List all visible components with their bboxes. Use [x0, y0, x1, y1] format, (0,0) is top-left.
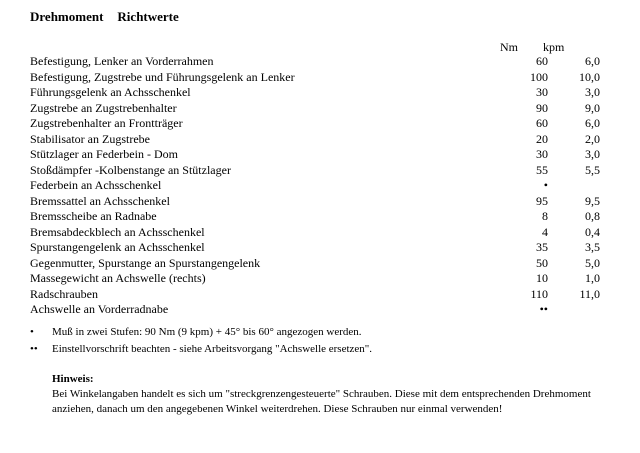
row-label: Stützlager an Federbein - Dom: [30, 147, 178, 161]
hint-text: Bei Winkelangaben handelt es sich um "streckgrenzengesteuerte" Schrauben. Diese mit dem entsprechenden Drehmoment anziehen, danach um den angegebenen Winkel weiterdrehen. Diese Schrauben nur einmal verwenden!: [52, 388, 591, 415]
row-label: Bremsscheibe an Radnabe: [30, 209, 157, 223]
row-value-nm: 50: [536, 255, 548, 270]
table-row: [30, 162, 600, 178]
row-value-kpm: 0,8: [585, 209, 600, 223]
row-label: Zugstrebenhalter an Frontträger: [30, 116, 183, 130]
row-value-kpm: 3,0: [585, 85, 600, 99]
row-value-kpm: 2,0: [585, 131, 600, 146]
row-label: Stabilisator an Zugstrebe: [30, 131, 150, 146]
table-row: [30, 286, 600, 302]
row-label: Spurstangengelenk an Achsschenkel: [30, 240, 205, 254]
title-left: Drehmoment: [30, 9, 104, 24]
table-row: [30, 255, 600, 271]
row-value-kpm: 3,5: [585, 240, 600, 254]
row-value-nm: 60: [536, 116, 548, 130]
table-row: [30, 131, 600, 147]
row-value-kpm: 1,0: [585, 271, 600, 285]
table-row: [30, 302, 590, 317]
row-value-kpm: 0,4: [585, 224, 600, 239]
row-value-nm: 100: [530, 69, 548, 84]
title-right: Richtwerte: [117, 9, 179, 24]
footnote-marker: •: [30, 326, 34, 338]
row-label: Bremssattel an Achsschenkel: [30, 193, 170, 208]
row-value-nm: 60: [536, 54, 548, 68]
column-header-kpm: kpm: [543, 40, 565, 54]
table-row: [30, 178, 590, 193]
row-value-kpm: 5,0: [585, 255, 600, 270]
row-value-kpm: 6,0: [585, 116, 600, 130]
row-value-nm: •: [543, 178, 548, 192]
row-value-nm: 55: [536, 162, 548, 177]
footnote-text: Muß in zwei Stufen: 90 Nm (9 kpm) + 45° bis 60° angezogen werden.: [52, 326, 362, 338]
footnote-text: Einstellvorschrift beachten - siehe Arbeitsvorgang "Achswelle ersetzen".: [52, 343, 373, 355]
row-label: Achswelle an Vorderradnabe: [30, 302, 169, 316]
page-title: [30, 9, 179, 25]
row-value-kpm: 9,5: [585, 193, 600, 208]
hint-box: [52, 372, 612, 417]
table-row: [30, 85, 600, 100]
row-value-nm: 35: [536, 240, 548, 254]
row-label: Zugstrebe an Zugstrebenhalter: [30, 100, 177, 115]
table-row: [30, 271, 600, 286]
table-row: [30, 209, 600, 224]
table-row: [30, 193, 600, 209]
table-row: [30, 69, 600, 85]
row-label: Bremsabdeckblech an Achsschenkel: [30, 224, 205, 239]
row-label: Befestigung, Zugstrebe und Führungsgelenk an Lenker: [30, 69, 295, 84]
row-value-nm: 10: [536, 271, 548, 285]
row-label: Federbein an Achsschenkel: [30, 178, 162, 192]
row-label: Führungsgelenk an Achsschenkel: [30, 85, 191, 99]
row-value-nm: 90: [536, 100, 548, 115]
table-row: [30, 54, 600, 69]
row-value-kpm: 9,0: [585, 100, 600, 115]
table-row: [30, 240, 600, 255]
row-value-kpm: 10,0: [579, 69, 600, 84]
row-value-nm: 95: [536, 193, 548, 208]
row-label: Befestigung, Lenker an Vorderrahmen: [30, 54, 214, 68]
row-label: Massegewicht an Achswelle (rechts): [30, 271, 206, 285]
row-value-kpm: 6,0: [585, 54, 600, 68]
row-label: Radschrauben: [30, 286, 98, 301]
row-value-nm: 30: [536, 85, 548, 99]
row-label: Gegenmutter, Spurstange an Spurstangengelenk: [30, 255, 261, 270]
row-value-kpm: 5,5: [585, 162, 600, 177]
row-value-nm: ••: [539, 302, 548, 316]
hint-heading: Hinweis:: [52, 373, 94, 385]
row-value-nm: 30: [536, 147, 548, 161]
row-value-kpm: 3,0: [585, 147, 600, 161]
row-value-nm: 20: [536, 131, 548, 146]
table-row: [30, 147, 600, 162]
table-row: [30, 116, 600, 131]
column-header-nm: Nm: [500, 40, 518, 54]
table-row: [30, 224, 600, 240]
row-value-nm: 8: [542, 209, 548, 223]
footnote-marker: ••: [30, 343, 38, 355]
table-row: [30, 100, 600, 116]
row-value-kpm: 11,0: [579, 286, 600, 301]
row-value-nm: 110: [530, 286, 548, 301]
row-value-nm: 4: [542, 224, 548, 239]
row-label: Stoßdämpfer -Kolbenstange an Stützlager: [30, 162, 231, 177]
